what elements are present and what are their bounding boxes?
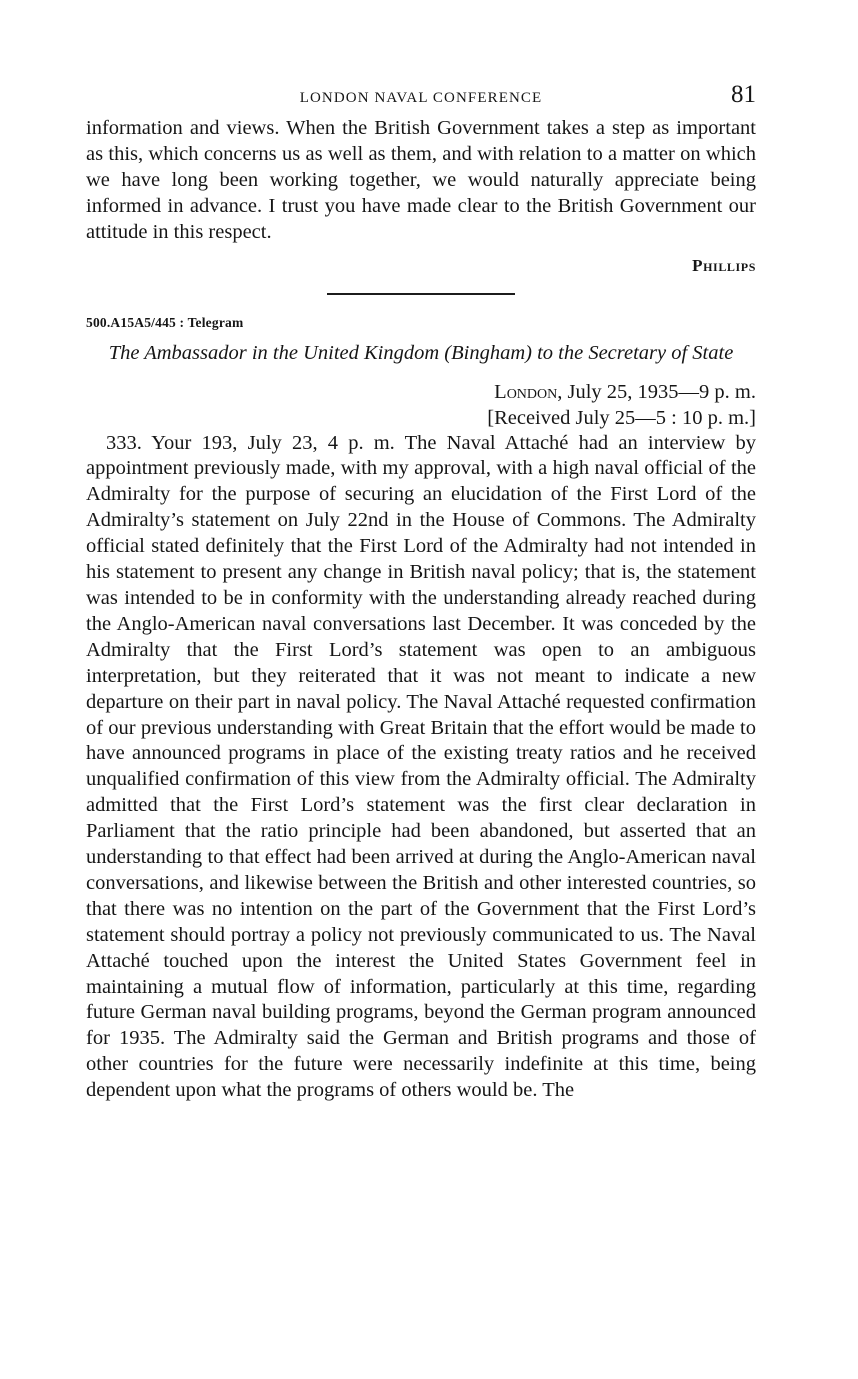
running-title: LONDON NAVAL CONFERENCE <box>299 90 543 106</box>
dateline-date: , July 25, 1935—9 p. m. <box>557 380 756 403</box>
document-page <box>86 81 756 1104</box>
running-header <box>86 81 756 116</box>
signature: Phillips <box>692 255 756 275</box>
section-divider <box>327 293 515 295</box>
closing-paragraph: information and views. When the British Government takes a step as important as this, which concerns us as well as them, and with relation to a matter on which we have long been working together, we would naturally appreciate being informed in advance. I trust you have made clear to the British Government our attitude in this respect. <box>86 117 756 243</box>
document-heading: The Ambassador in the United Kingdom (Bingham) to the Secretary of State <box>108 341 734 364</box>
file-reference: 500.A15A5/445 : Telegram <box>86 314 244 330</box>
page-number: 81 <box>731 81 756 108</box>
dateline-place: London <box>494 380 558 403</box>
dateline <box>86 379 756 405</box>
received-note: [Received July 25—5 : 10 p. m.] <box>487 406 756 429</box>
telegram-body: 333. Your 193, July 23, 4 p. m. The Naval Attaché had an interview by appointment previously made, with my approval, with a high naval official of the Admiralty for the purpose of securing an elucidation of the First Lord of the Admiralty’s statement on July 22nd in the House of Commons. The Admiralty official stated definitely that the First Lord of the Admiralty had not intended in his statement to present any change in British naval policy; that is, the statement was intended to be in conformity with the understanding already reached during the Anglo-American naval conversations last December. It was conceded by the Admiralty that the First Lord’s statement was open to an ambiguous interpretation, but they reiterated that it was not meant to indicate a new departure on their part in naval policy. The Naval Attaché requested confirmation of our previous understanding with Great Britain that the effort would be made to have announced programs in place of the existing treaty ratios and he received unqualified confirmation of this view from the Admiralty official. The Admiralty admitted that the First Lord’s statement was the first clear declaration in Parliament that the ratio principle had been abandoned, but asserted that an understanding to that effect had been arrived at during the Anglo-American naval conversations, and likewise between the British and other interested countries, so that there was no intention on the part of the Government that the First Lord’s statement should portray a policy not previously communicated to us. The Naval Attaché touched upon the interest the United States Government feel in maintaining a mutual flow of information, particularly at this time, regarding future German naval building programs, beyond the German program announced for 1935. The Admiralty said the German and British programs and those of other countries for the future were necessarily indefinite at this time, being dependent upon what the programs of others would be. The <box>86 431 756 1102</box>
